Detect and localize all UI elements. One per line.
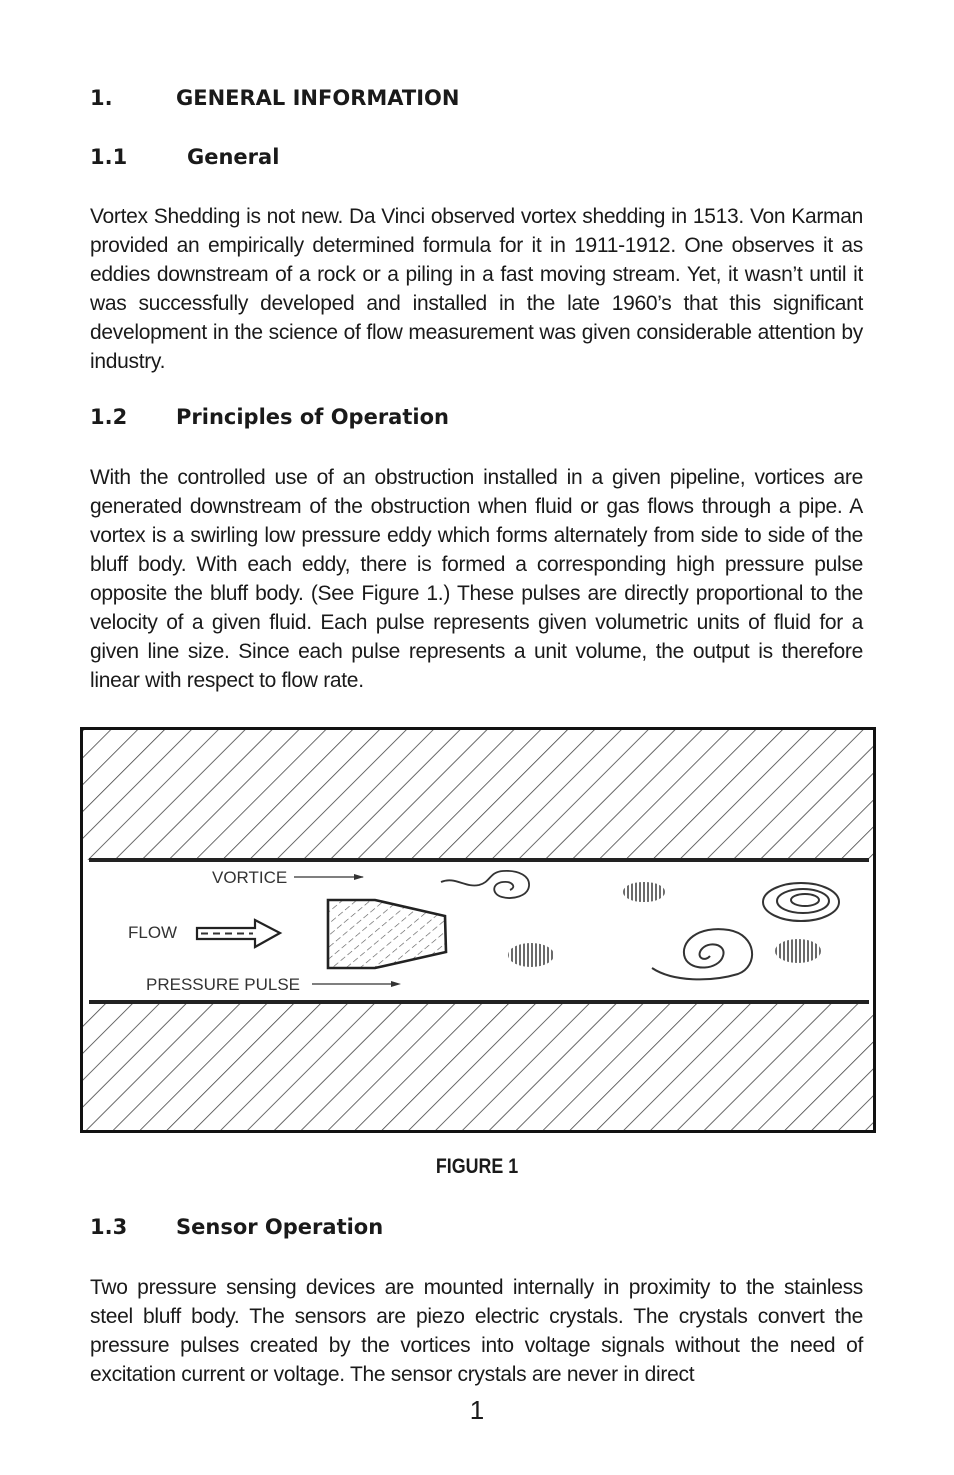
section-heading-1-3 [90,1215,383,1239]
section-title: General [187,145,280,169]
bluff-body [328,900,446,968]
pressure-pulse-label: PRESSURE PULSE [146,975,300,994]
lower-pipe-wall [83,1002,873,1130]
vortex-swirl [763,883,839,921]
pressure-pulse-mark [623,882,665,902]
pressure-pulse-arrowhead [391,981,401,987]
pressure-pulse-mark [775,939,821,963]
figure-caption: FIGURE 1 [435,1155,519,1178]
section-title: Principles of Operation [176,405,449,429]
upper-pipe-wall [83,730,873,860]
figure-drawing [83,730,873,1130]
vortice-arrowhead [354,874,364,880]
vortex-swirl [441,871,529,898]
flow-arrow [197,920,280,947]
section-heading-1-1 [90,145,279,169]
section-title: GENERAL INFORMATION [176,86,460,110]
principles-paragraph: With the controlled use of an obstruction installed in a given pipeline, vortices are generated downstream of the obstruction when fluid or gas flows through a pipe. A vortex is a swirling low pressure eddy which forms alternately from side to side of the bluff body. With each eddy, there is formed a corresponding high pressure pulse opposite the bluff body. (See Figure 1.) These pulses are directly proportional to the velocity of a given fluid. Each pulse represents given volumetric units of fluid for a given line size. Since each pulse represents a unit volume, the output is therefore linear with respect to flow rate. [90,466,863,692]
section-heading-1 [90,86,459,110]
section-number: 1. [90,86,113,110]
section-heading-1-2 [90,405,449,429]
section-number: 1.2 [90,405,128,429]
general-paragraph: Vortex Shedding is not new. Da Vinci observed vortex shedding in 1513. Von Karman provided an empirically determined formula for it in 1911-1912. One observes it as eddies downstream of a rock or a piling in a fast moving stream. Yet, it wasn’t until it was successfully developed and installed in the late 1960’s that this significant development in the science of flow measurement was given considerable attention by industry. [90,205,863,373]
page-number: 1 [469,1395,485,1425]
section-number: 1.3 [90,1215,128,1239]
section-title: Sensor Operation [176,1215,384,1239]
sensor-paragraph: Two pressure sensing devices are mounted internally in proximity to the stainless steel bluff body. The sensors are piezo electric crystals. The crystals convert the pressure pulses created by the vortices into voltage signals without the need of excitation current or voltage. The sensor crystals are never in direct [90,1276,863,1386]
vortice-label: VORTICE [212,868,288,887]
vortex-shedding-figure [80,727,876,1133]
flow-label: FLOW [128,923,178,942]
section-number: 1.1 [90,145,128,169]
vortex-swirl [652,929,752,979]
pressure-pulse-mark [508,943,554,967]
